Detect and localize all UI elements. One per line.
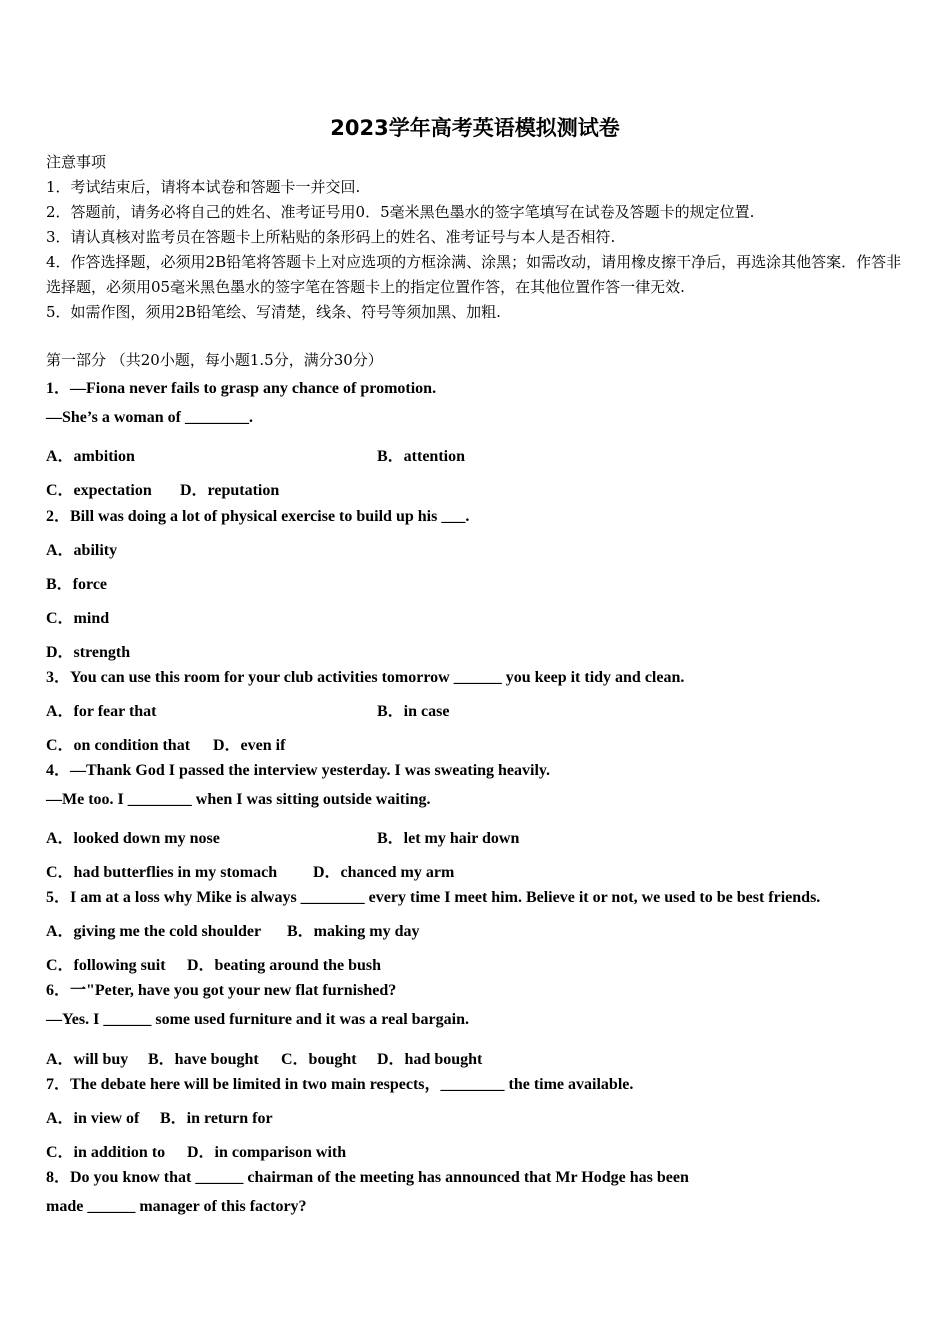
option-b[interactable]: B．in return for <box>160 1110 273 1127</box>
option-a[interactable]: A．in view of <box>46 1110 140 1127</box>
option-d[interactable]: D．chanced my arm <box>313 864 455 881</box>
part-heading: 第一部分 （共20小题，每小题1.5分，满分30分） <box>46 351 383 369</box>
option-c[interactable]: C．mind <box>46 610 110 627</box>
option-d[interactable]: D．strength <box>46 644 131 661</box>
question-stem: 2．Bill was doing a lot of physical exercise to build up his ___. <box>46 508 470 525</box>
question-dialogue: —Yes. I ______ some used furniture and it was a real bargain. <box>46 1011 469 1028</box>
notice-item: 5．如需作图，须用2B铅笔绘、写清楚，线条、符号等须加黑、加粗. <box>46 303 501 321</box>
notice-item: 4．作答选择题，必须用2B铅笔将答题卡上对应选项的方框涂满、涂黑；如需改动，请用橡皮擦干净后，再选涂其他答案．作答非选择题，必须用05毫米黑色墨水的签字笔在答题卡上的指定位置作答，在其他位置作答一律无效. <box>46 253 902 296</box>
question-dialogue: —She’s a woman of ________. <box>46 409 253 426</box>
option-b[interactable]: B．have bought <box>148 1051 259 1068</box>
question-stem: 3．You can use this room for your club activities tomorrow ______ you keep it tidy and clean. <box>46 669 685 686</box>
option-a[interactable]: A．ability <box>46 542 118 559</box>
option-b[interactable]: B．attention <box>377 448 466 465</box>
option-c[interactable]: C．on condition that <box>46 737 191 754</box>
question-stem: 1．—Fiona never fails to grasp any chance of promotion. <box>46 380 437 397</box>
option-d[interactable]: D．beating around the bush <box>187 957 381 974</box>
option-a[interactable]: A．will buy <box>46 1051 129 1068</box>
option-b[interactable]: B．force <box>46 576 108 593</box>
option-b[interactable]: B．in case <box>377 703 450 720</box>
page-title: 2023学年高考英语模拟测试卷 <box>330 116 620 140</box>
option-c[interactable]: C．had butterflies in my stomach <box>46 864 278 881</box>
option-c[interactable]: C．following suit <box>46 957 166 974</box>
question-stem-continued: made ______ manager of this factory? <box>46 1198 307 1215</box>
notice-heading: 注意事项 <box>46 153 107 171</box>
question-stem: 7．The debate here will be limited in two main respects，________ the time available. <box>46 1076 634 1093</box>
notice-item: 1．考试结束后，请将本试卷和答题卡一并交回. <box>46 178 361 196</box>
option-c[interactable]: C．in addition to <box>46 1144 166 1161</box>
option-b[interactable]: B．let my hair down <box>377 830 520 847</box>
option-d[interactable]: D．in comparison with <box>187 1144 347 1161</box>
question-stem: 8．Do you know that ______ chairman of the meeting has announced that Mr Hodge has been <box>46 1169 689 1186</box>
option-b[interactable]: B．making my day <box>287 923 420 940</box>
question-stem: 5．I am at a loss why Mike is always ________ every time I meet him. Believe it or not, we used to be best friends. <box>46 889 821 906</box>
option-a[interactable]: A．ambition <box>46 448 135 465</box>
question-dialogue: —Me too. I ________ when I was sitting outside waiting. <box>46 791 431 808</box>
option-a[interactable]: A．giving me the cold shoulder <box>46 923 262 940</box>
option-c[interactable]: C．bought <box>281 1051 357 1068</box>
option-d[interactable]: D．had bought <box>377 1051 483 1068</box>
notice-section <box>46 150 906 325</box>
notice-item: 3．请认真核对监考员在答题卡上所粘贴的条形码上的姓名、准考证号与本人是否相符. <box>46 228 616 246</box>
option-c[interactable]: C．expectation <box>46 482 152 499</box>
option-a[interactable]: A．looked down my nose <box>46 830 220 847</box>
option-a[interactable]: A．for fear that <box>46 703 157 720</box>
notice-item: 2．答题前，请务必将自己的姓名、准考证号用0．5毫米黑色墨水的签字笔填写在试卷及答题卡的规定位置. <box>46 203 755 221</box>
question-stem: 4．—Thank God I passed the interview yesterday. I was sweating heavily. <box>46 762 551 779</box>
question-stem: 6．一"Peter, have you got your new flat furnished? <box>46 982 397 999</box>
option-d[interactable]: D．even if <box>213 737 286 754</box>
option-d[interactable]: D．reputation <box>180 482 280 499</box>
